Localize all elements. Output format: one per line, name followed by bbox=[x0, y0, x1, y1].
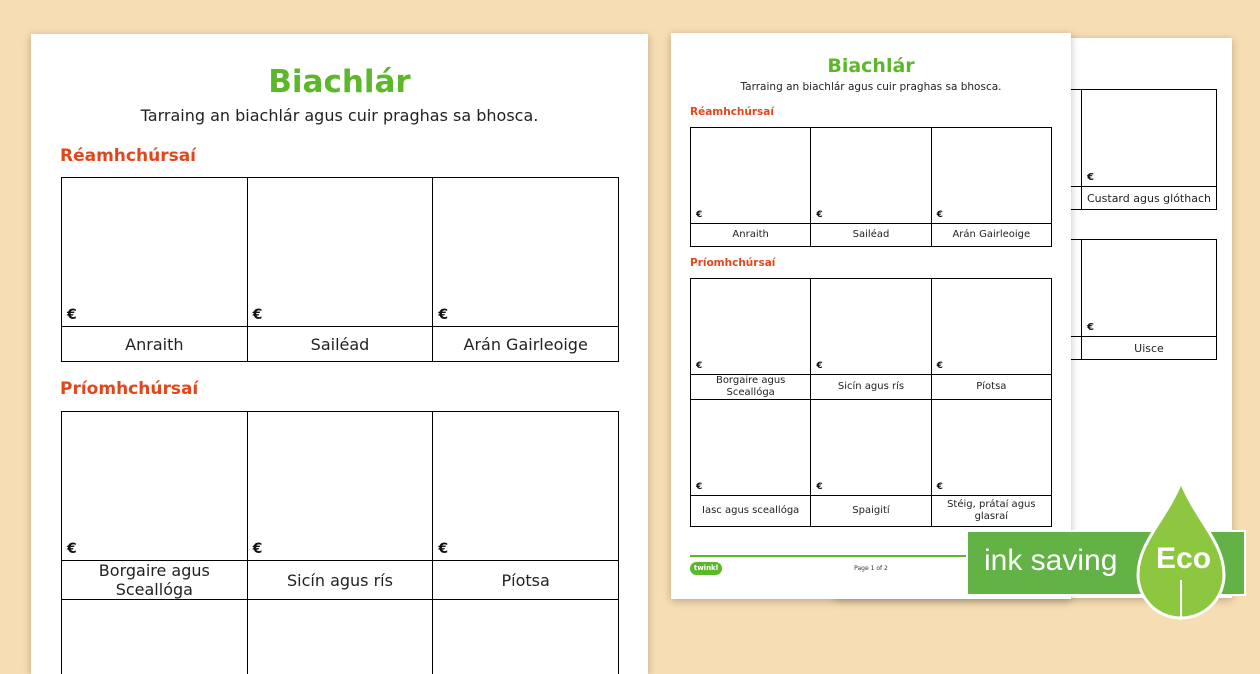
dish-name: Spaigití bbox=[811, 496, 931, 527]
section-heading-mains: Príomhchúrsaí bbox=[60, 379, 198, 399]
drawing-box bbox=[811, 279, 931, 375]
dish-name: Píotsa bbox=[931, 375, 1051, 400]
euro-price: € bbox=[438, 541, 448, 557]
drawing-box bbox=[931, 279, 1051, 375]
euro-price: € bbox=[937, 361, 943, 371]
euro-price: € bbox=[937, 210, 943, 220]
euro-price: € bbox=[937, 482, 943, 492]
drawing-box bbox=[247, 600, 433, 674]
drawing-box bbox=[1082, 90, 1217, 187]
eco-label: Eco bbox=[1156, 542, 1208, 576]
drawing-box bbox=[691, 400, 811, 496]
euro-price: € bbox=[696, 482, 702, 492]
page-title: Biachlár bbox=[671, 55, 1071, 77]
starters-table bbox=[61, 177, 619, 362]
worksheet-page-1-large bbox=[31, 34, 648, 674]
euro-price: € bbox=[816, 210, 822, 220]
ink-saving-eco-badge bbox=[966, 530, 1246, 596]
drawing-box bbox=[931, 128, 1051, 224]
worksheet-page-1-small bbox=[671, 33, 1071, 599]
drawing-box bbox=[691, 279, 811, 375]
dish-name: Sicín agus rís bbox=[811, 375, 931, 400]
euro-price: € bbox=[438, 307, 448, 323]
dish-name: Anraith bbox=[691, 224, 811, 247]
dish-name: Borgaire agus Sceallóga bbox=[691, 375, 811, 400]
euro-price: € bbox=[67, 307, 77, 323]
dish-name: Custard agus glóthach bbox=[1082, 187, 1217, 210]
dish-name: Sailéad bbox=[811, 224, 931, 247]
euro-price: € bbox=[67, 541, 77, 557]
mains-table bbox=[690, 278, 1052, 527]
euro-price: € bbox=[1087, 172, 1094, 183]
desserts-table bbox=[1060, 89, 1217, 210]
dish-name: Anraith bbox=[62, 327, 248, 362]
section-heading-mains: Príomhchúrsaí bbox=[690, 257, 775, 269]
drawing-box bbox=[811, 128, 931, 224]
section-heading-starters: Réamhchúrsaí bbox=[60, 146, 196, 166]
dish-name: Arán Gairleoige bbox=[433, 327, 619, 362]
section-heading-starters: Réamhchúrsaí bbox=[690, 106, 774, 118]
drawing-box bbox=[433, 412, 619, 561]
drawing-box bbox=[811, 400, 931, 496]
drawing-box bbox=[931, 400, 1051, 496]
drawing-box bbox=[62, 600, 248, 674]
drawing-box bbox=[433, 600, 619, 674]
dish-name: Borgaire agus Sceallóga bbox=[62, 561, 248, 600]
dish-name: Iasc agus sceallóga bbox=[691, 496, 811, 527]
mains-table bbox=[61, 411, 619, 674]
twinkl-logo: twinkl bbox=[690, 562, 722, 575]
dish-name: Sailéad bbox=[247, 327, 433, 362]
euro-price: € bbox=[253, 307, 263, 323]
dish-name: Stéig, prátaí agus glasraí bbox=[931, 496, 1051, 527]
drawing-box bbox=[247, 178, 433, 327]
dish-name: Arán Gairleoige bbox=[931, 224, 1051, 247]
drawing-box bbox=[62, 178, 248, 327]
drawing-box bbox=[247, 412, 433, 561]
dish-name: Uisce bbox=[1082, 337, 1217, 360]
drawing-box bbox=[62, 412, 248, 561]
instruction-text: Tarraing an biachlár agus cuir praghas sa bhosca. bbox=[31, 106, 648, 125]
page-title: Biachlár bbox=[31, 64, 648, 100]
dish-name: Píotsa bbox=[433, 561, 619, 600]
ink-saving-label: ink saving bbox=[984, 544, 1117, 578]
starters-table bbox=[690, 127, 1052, 247]
euro-price: € bbox=[816, 482, 822, 492]
euro-price: € bbox=[816, 361, 822, 371]
euro-price: € bbox=[696, 361, 702, 371]
drawing-box bbox=[691, 128, 811, 224]
dish-name: Sicín agus rís bbox=[247, 561, 433, 600]
instruction-text: Tarraing an biachlár agus cuir praghas sa bhosca. bbox=[671, 81, 1071, 93]
drinks-table bbox=[1060, 239, 1217, 360]
drawing-box bbox=[433, 178, 619, 327]
page-number: Page 1 of 2 bbox=[671, 565, 1071, 572]
euro-price: € bbox=[253, 541, 263, 557]
euro-price: € bbox=[1087, 322, 1094, 333]
euro-price: € bbox=[696, 210, 702, 220]
drawing-box bbox=[1082, 240, 1217, 337]
